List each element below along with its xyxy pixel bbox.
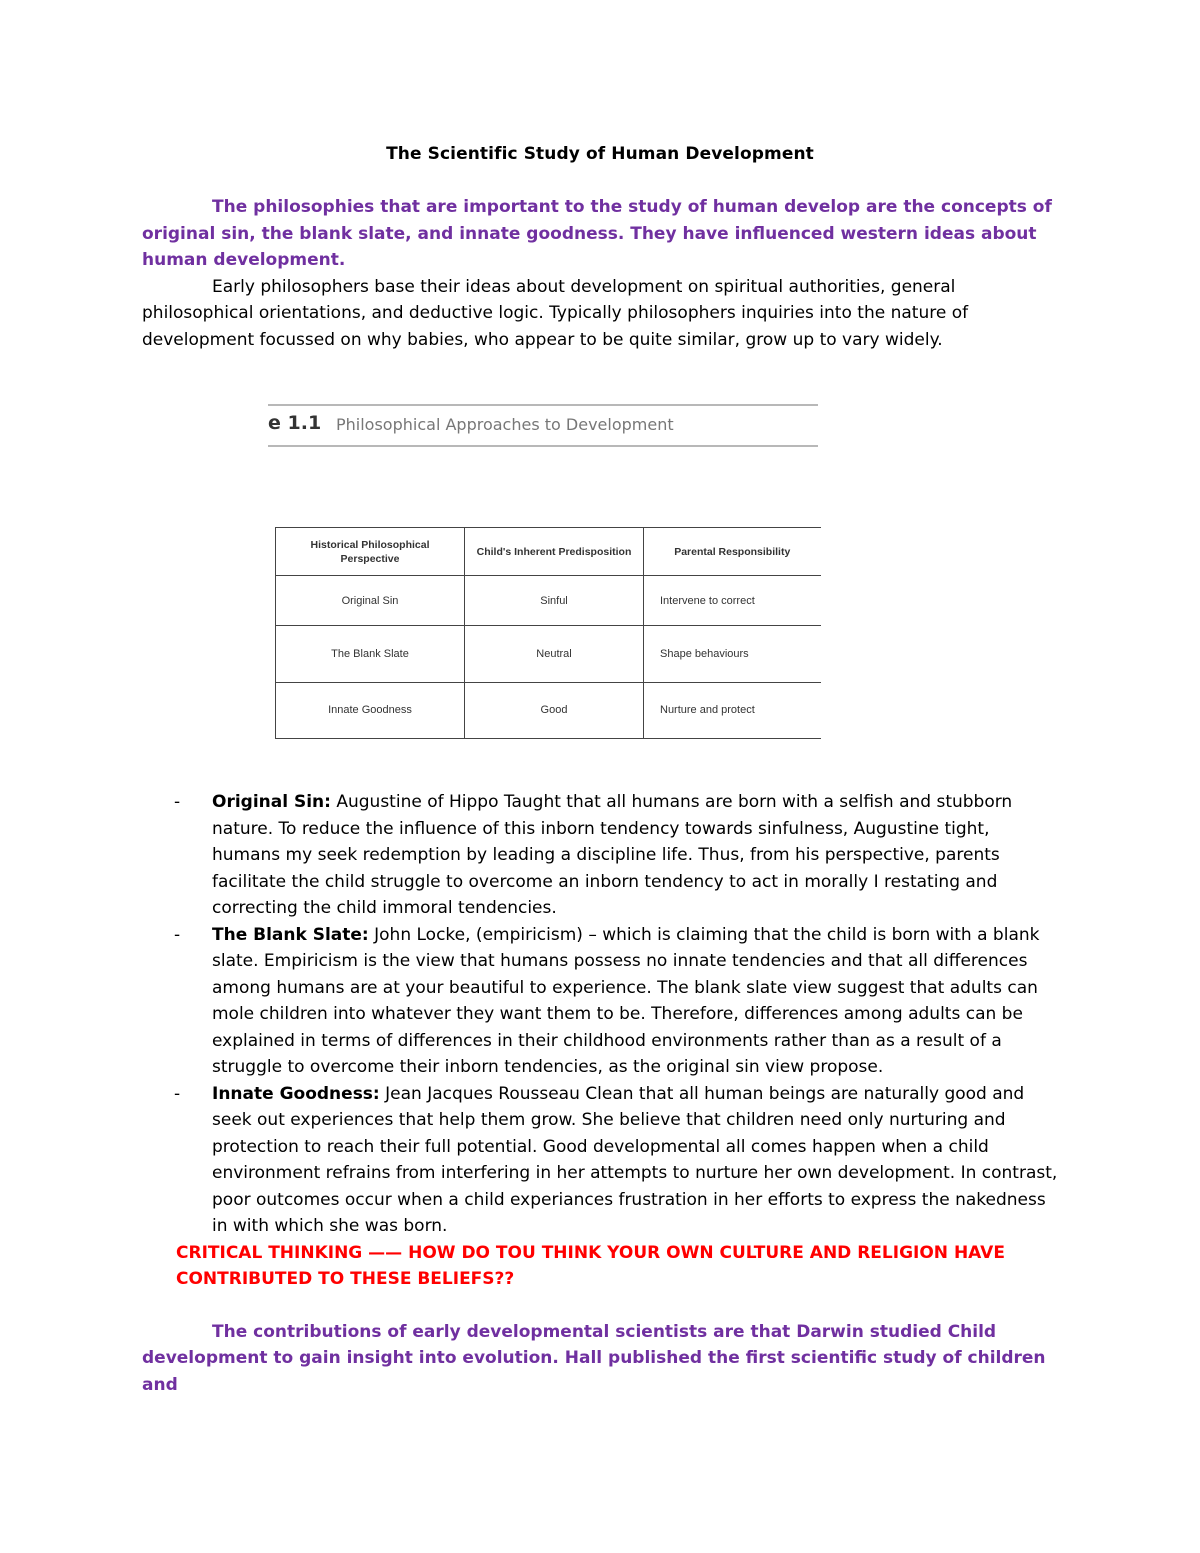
cell-perspective: Innate Goodness — [276, 682, 465, 738]
intro-paragraph — [142, 194, 1052, 353]
bullet-text: John Locke, (empiricism) – which is claiming that the child is born with a blank slate. Empiricism is the view that humans possess no innate tendencies and that all differences among humans are at your beautiful to experience. The blank slate view suggest that adults can mole children into whatever they want them to be. Therefore, differences among adults can be explained in terms of differences in their childhood environments rather than as a result of a struggle to overcome their inborn tendencies, as the original sin view propose. — [212, 924, 1040, 1077]
cell-responsibility: Nurture and protect — [644, 682, 821, 738]
cell-perspective: The Blank Slate — [276, 626, 465, 682]
cell-responsibility: Shape behaviours — [644, 626, 821, 682]
figure-top-rule — [268, 404, 818, 406]
header-predisposition: Child's Inherent Predisposition — [465, 528, 644, 576]
cell-predisposition: Neutral — [465, 626, 644, 682]
table-row — [276, 576, 821, 626]
bullet-original-sin — [142, 789, 1062, 922]
table-row — [276, 626, 821, 682]
bullet-term: Original Sin: — [212, 792, 331, 812]
figure-title: Philosophical Approaches to Development — [336, 415, 674, 434]
bullet-dash: - — [174, 1083, 181, 1104]
figure-number: e 1.1 — [268, 412, 322, 434]
critical-thinking-prompt: CRITICAL THINKING —— HOW DO TOU THINK YOUR OWN CULTURE AND RELIGION HAVE CONTRIBUTED TO THESE BELIEFS?? — [176, 1242, 1005, 1289]
figure-bottom-rule — [268, 445, 818, 447]
bullet-dash: - — [174, 924, 181, 945]
table-row — [276, 682, 821, 738]
philosophy-table-figure — [268, 400, 820, 745]
cell-predisposition: Good — [465, 682, 644, 738]
intro-purple-text: The philosophies that are important to the study of human develop are the concepts of original sin, the blank slate, and innate goodness. They have influenced western ideas about human development. — [142, 197, 1052, 270]
header-responsibility: Parental Responsibility — [644, 528, 821, 576]
bullet-term: Innate Goodness: — [212, 1083, 380, 1104]
bullet-text: Augustine of Hippo Taught that all humans are born with a selfish and stubborn nature. To reduce the influence of this inborn tendency towards sinfulness, Augustine tight, humans my seek redemption by leading a discipline life. Thus, from his perspective, parents facilitate the child struggle to overcome an inborn tendency to act in morally I restating and correcting the child immoral tendencies. — [212, 792, 1013, 918]
philosophy-bullet-list — [142, 789, 1062, 1398]
header-perspective: Historical Philosophical Perspective — [276, 528, 465, 576]
figure-caption — [268, 412, 818, 440]
cell-responsibility: Intervene to correct — [644, 576, 821, 626]
bullet-innate-goodness — [142, 1081, 1062, 1240]
bullet-dash: - — [174, 792, 181, 812]
cell-predisposition: Sinful — [465, 576, 644, 626]
closing-paragraph — [142, 1319, 1062, 1399]
bullet-text: Jean Jacques Rousseau Clean that all human beings are naturally good and seek out experiences that help them grow. She believe that children need only nurturing and protection to reach their full potential. Good developmental all comes happen when a child environment refrains from interfering in her attempts to nurture her own development. In contrast, poor outcomes occur when a child experiances frustration in her efforts to express the nakedness in with which she was born. — [212, 1083, 1058, 1236]
intro-body-text: Early philosophers base their ideas about development on spiritual authorities, general philosophical orientations, and deductive logic. Typically philosophers inquiries into the nature of development focussed on why babies, who appear to be quite similar, grow up to vary widely. — [142, 276, 969, 350]
document-title: The Scientific Study of Human Development — [386, 144, 814, 164]
philosophy-table — [275, 527, 821, 739]
bullet-term: The Blank Slate: — [212, 924, 369, 945]
closing-purple-text: The contributions of early developmental scientists are that Darwin studied Child development to gain insight into evolution. Hall published the first scientific study of children and — [142, 1321, 1046, 1395]
cell-perspective: Original Sin — [276, 576, 465, 626]
table-header-row — [276, 528, 821, 576]
bullet-blank-slate — [142, 922, 1062, 1081]
